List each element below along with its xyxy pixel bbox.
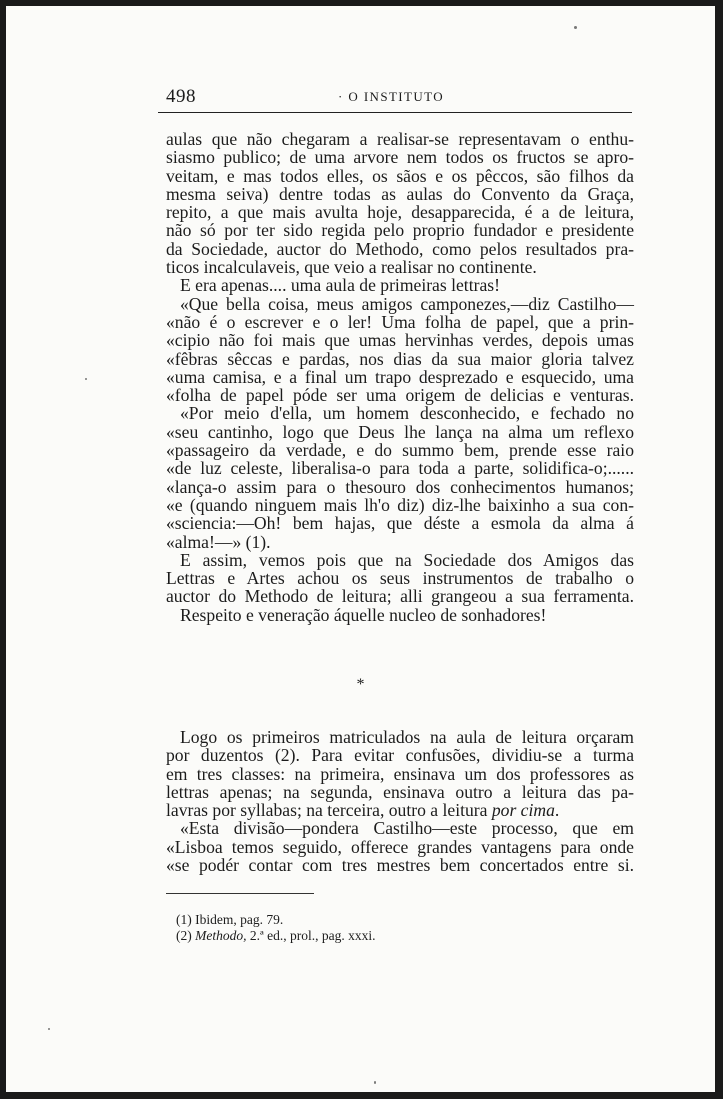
text-line: veitam, e mas todos elles, os sãos e os pêccos, são filhos da [166,165,634,186]
footnote-2 [176,928,375,944]
text-line: «folha de papel póde ser uma origem de delicias e venturas. [166,385,634,406]
text-line: «lança-o assim para o thesouro dos conhecimentos humanos; [166,476,634,497]
text-run: lavras por syllabas; na terceira, outro a leitura [166,800,492,821]
header-rule [158,112,632,113]
text-run: . [554,800,560,821]
text-line: «uma camisa, e a final um trapo desprezado e esquecido, uma [166,366,634,387]
text-line: mesma seiva) dentre todas as aulas do Convento da Graça, [166,183,634,204]
text-line: por duzentos (2). Para evitar confusões, dividiu-se a turma [166,745,634,766]
body-text-top [166,130,634,624]
text-line: «se podér contar com tres mestres bem concertados entre si. [166,855,634,876]
text-line: Lettras e Artes achou os seus instrumentos de trabalho o [166,568,634,589]
paper-speck [374,1081,376,1084]
text-line: lettras apenas; na segunda, ensinava outro a leitura das pa- [166,781,634,802]
text-line: «cipio não foi mais que umas hervinhas verdes, depois umas [166,330,634,351]
running-title: · O INSTITUTO [338,89,445,104]
text-line: aulas que não chegaram a realisar-se representavam o enthu- [166,129,634,149]
text-line: «seu cantinho, logo que Deus lhe lança na alma um reflexo [166,421,634,442]
text-line: em tres classes: na primeira, ensinava um dos professores as [166,763,634,784]
paper-speck [574,26,577,29]
text-line: E assim, vemos pois que na Sociedade dos Amigos das [180,549,634,570]
text-line: não só por ter sido regida pelo proprio fundador e presidente [166,220,634,241]
text-line: siasmo publico; de uma arvore nem todos os fructos se apro- [166,147,634,168]
text-line: Logo os primeiros matriculados na aula de leitura orçaram [180,727,634,747]
text-line: E era apenas.... uma aula de primeiras lettras! [180,275,500,296]
section-asterism: * [356,676,365,693]
book-page [6,6,715,1092]
text-line: «não é o escrever e o ler! Uma folha de papel, que a prin- [166,311,634,332]
text-line: «e (quando ninguem mais lh'o diz) diz-lhe baixinho a sua con- [166,494,634,515]
text-line: auctor do Methodo de leitura; alli grangeou a sua ferramenta. [166,586,634,607]
text-line: «fêbras sêccas e pardas, nos dias da sua maior gloria talvez [166,348,634,369]
footnote-2-title: Methodo, [195,928,247,943]
text-line: ticos incalculaveis, que veio a realisar no continente. [166,257,537,278]
text-line: da Sociedade, auctor do Methodo, como pelos resultados pra- [166,238,634,259]
page-header [158,86,632,108]
text-line: repito, a que mais avulta hoje, desapparecida, é a de leitura, [166,202,634,223]
page-number: 498 [166,86,196,107]
text-line: «Por meio d'ella, um homem desconhecido, e fechado no [180,403,634,424]
paper-speck [85,378,87,380]
footnotes [176,912,375,944]
text-line: «Lisboa temos seguido, offerece grandes vantagens para onde [166,836,634,857]
text-line: «Esta divisão—pondera Castilho—este processo, que em [180,818,634,839]
footnote-1: (1) Ibidem, pag. 79. [176,912,284,927]
text-line: «alma!—» (1). [166,531,271,552]
paper-speck [48,1028,50,1030]
footnote-2-number: (2) [176,928,196,943]
text-line: «de luz celeste, liberalisa-o para toda a parte, solidifica-o;...... [166,458,634,479]
text-line: Respeito e veneração áquelle nucleo de sonhadores! [180,604,547,625]
body-text-bottom [166,728,634,874]
footnote-rule [166,893,314,894]
text-line: «passageiro da verdade, e do summo bem, prende esse raio [166,440,634,461]
italic-run: por cima [491,800,555,821]
text-line-mixed [166,801,634,819]
text-line: «Que bella coisa, meus amigos camponezes,—diz Castilho— [180,293,634,314]
text-line: «sciencia:—Oh! bem hajas, que déste a esmola da alma á [166,513,634,534]
footnote-2-rest: 2.ª ed., prol., pag. xxxi. [246,928,376,943]
